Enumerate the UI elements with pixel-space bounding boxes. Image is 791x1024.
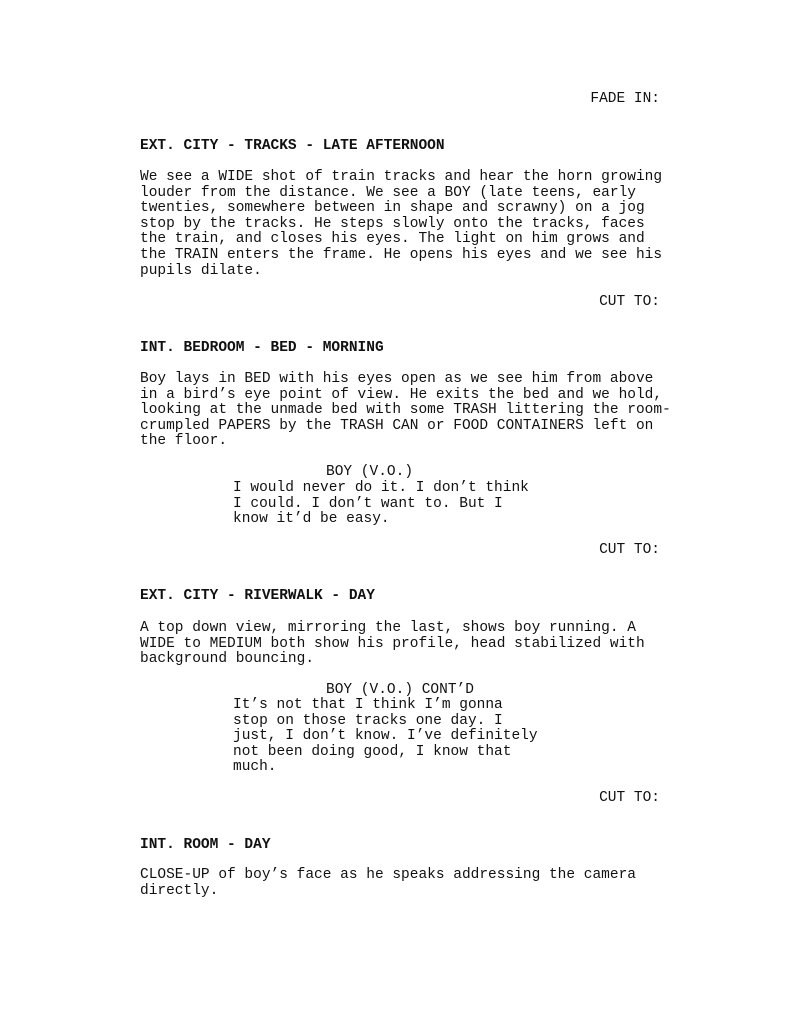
scene-heading-4: INT. ROOM - DAY: [140, 837, 271, 853]
cut-to-transition-1: CUT TO:: [599, 294, 660, 310]
fade-in-transition: FADE IN:: [590, 91, 660, 107]
action-4: CLOSE-UP of boy’s face as he speaks addressing the camera directly.: [140, 867, 636, 899]
cut-to-transition-3: CUT TO:: [599, 790, 660, 806]
character-cue-2: BOY (V.O.) CONT’D: [326, 682, 474, 698]
character-cue-1: BOY (V.O.): [326, 464, 414, 480]
action-3: A top down view, mirroring the last, shows boy running. A WIDE to MEDIUM both show his profile, head stabilized with background bouncing.: [140, 620, 645, 668]
scene-heading-1: EXT. CITY - TRACKS - LATE AFTERNOON: [140, 138, 445, 154]
cut-to-transition-2: CUT TO:: [599, 542, 660, 558]
scene-heading-2: INT. BEDROOM - BED - MORNING: [140, 340, 384, 356]
action-1: We see a WIDE shot of train tracks and hear the horn growing louder from the distance. We see a BOY (late teens, early twenties, somewhere between in shape and scrawny) on a jog stop by the tracks. He steps slowly onto the tracks, faces the train, and closes his eyes. The light on him grows and the TRAIN enters the frame. He opens his eyes and we see his pupils dilate.: [140, 169, 663, 279]
scene-heading-3: EXT. CITY - RIVERWALK - DAY: [140, 588, 375, 604]
dialogue-2: It’s not that I think I’m gonna stop on those tracks one day. I just, I don’t know. I’ve definitely not been doing good, I know that much.: [233, 697, 538, 776]
dialogue-1: I would never do it. I don’t think I could. I don’t want to. But I know it’d be easy.: [233, 480, 529, 528]
action-2: Boy lays in BED with his eyes open as we see him from above in a bird’s eye point of view. He exits the bed and we hold, looking at the unmade bed with some TRASH littering the room- crumpled PAPERS by the TRASH CAN or FOOD CONTAINERS left on the floor.: [140, 371, 671, 450]
